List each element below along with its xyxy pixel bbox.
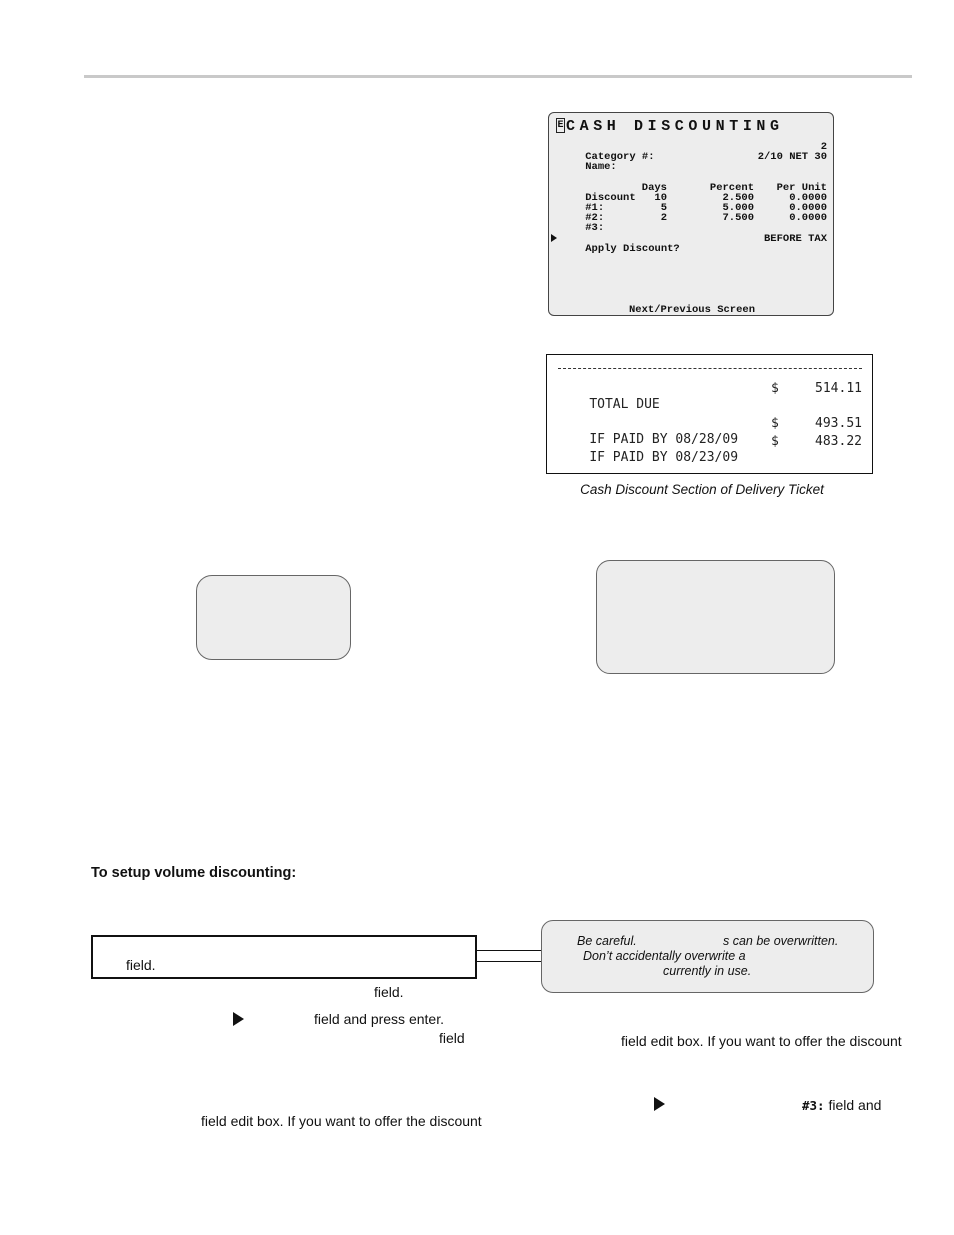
screen-title-text: CASH DISCOUNTING xyxy=(566,118,784,135)
paid-by-label: IF PAID BY 08/23/09 xyxy=(589,450,739,465)
body-text xyxy=(802,1097,881,1113)
body-text: field edit box. If you want to offer the discount xyxy=(201,1113,482,1129)
body-text: field edit box. If you want to offer the discount xyxy=(621,1033,902,1049)
note-line: s can be overwritten. xyxy=(723,934,839,948)
cash-discounting-screen xyxy=(548,112,834,316)
discount-row xyxy=(560,192,827,214)
per-unit-value: 0.0000 xyxy=(789,202,827,214)
selection-arrow-icon xyxy=(233,1012,244,1026)
discount-label: #1: xyxy=(585,202,605,214)
paid-by-line xyxy=(558,434,862,514)
delivery-ticket-excerpt xyxy=(546,354,873,474)
discount-header: Discount xyxy=(585,192,636,204)
paid-by-label: IF PAID BY 08/28/09 xyxy=(589,432,739,447)
dollar-sign: $ xyxy=(771,381,779,396)
note-line: currently in use. xyxy=(663,964,752,978)
step-box-text: field. xyxy=(126,957,156,973)
note-line: Don’t accidentally overwrite a xyxy=(583,949,746,963)
body-text: field. xyxy=(374,984,404,1000)
note-line: Be careful. xyxy=(577,934,637,948)
per-unit-value: 0.0000 xyxy=(789,212,827,224)
body-text: field and press enter. xyxy=(314,1011,444,1027)
name-row xyxy=(560,151,827,173)
dashed-divider xyxy=(558,368,862,369)
caution-note xyxy=(541,920,874,993)
percent-header: Percent xyxy=(709,182,754,194)
selection-arrow-icon xyxy=(654,1097,665,1111)
days-value: 5 xyxy=(660,202,667,214)
percent-value: 7.500 xyxy=(722,212,754,224)
paid-by-amount: 483.22 xyxy=(815,434,862,449)
blank-screen-box xyxy=(196,575,351,660)
percent-value: 5.000 xyxy=(722,202,754,214)
field-code: #3: xyxy=(802,1098,825,1113)
days-value: 2 xyxy=(660,212,667,224)
apply-discount-value: BEFORE TAX xyxy=(763,233,827,245)
cursor-icon: E xyxy=(557,120,564,131)
days-header: Days xyxy=(641,182,667,194)
discount-label: #3: xyxy=(585,222,605,234)
total-due-label: TOTAL DUE xyxy=(589,397,660,412)
body-text: field xyxy=(439,1030,465,1046)
body-text-fragment: field and xyxy=(828,1097,882,1113)
name-value: 2/10 NET 30 xyxy=(757,151,827,163)
screen-title xyxy=(556,118,784,135)
percent-value: 2.500 xyxy=(722,192,754,204)
blank-screen-box xyxy=(596,560,835,674)
per-unit-value: 0.0000 xyxy=(789,192,827,204)
connector-line xyxy=(477,950,543,951)
section-heading: To setup volume discounting: xyxy=(91,865,297,881)
figure-caption: Cash Discount Section of Delivery Ticket xyxy=(580,482,824,497)
paid-by-amount: 493.51 xyxy=(815,416,862,431)
connector-line xyxy=(477,961,543,962)
apply-discount-row[interactable] xyxy=(560,233,827,255)
discount-label: #2: xyxy=(585,212,605,224)
screen-footer[interactable]: Next/Previous Screen xyxy=(628,304,756,316)
category-label: Category #: xyxy=(585,151,655,163)
selection-arrow-icon xyxy=(551,234,557,242)
total-due-amount: 514.11 xyxy=(815,381,862,396)
header-rule xyxy=(84,75,912,78)
per-unit-header: Per Unit xyxy=(776,182,827,194)
days-value: 10 xyxy=(654,192,667,204)
name-label: Name: xyxy=(585,161,617,173)
apply-discount-label: Apply Discount? xyxy=(585,243,680,255)
dollar-sign: $ xyxy=(771,434,779,449)
category-value: 2 xyxy=(820,141,827,153)
dollar-sign: $ xyxy=(771,416,779,431)
discount-row xyxy=(560,212,827,234)
